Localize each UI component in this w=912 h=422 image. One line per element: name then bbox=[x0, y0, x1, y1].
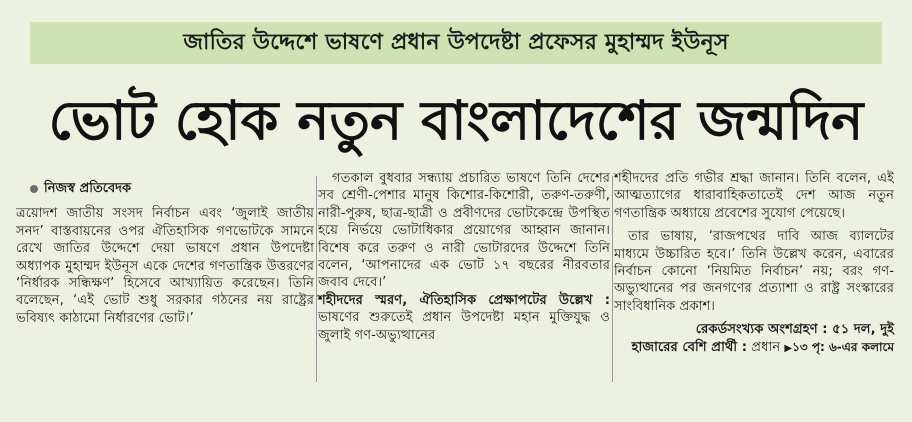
column-1 bbox=[16, 180, 314, 327]
column-divider bbox=[612, 176, 613, 382]
byline bbox=[16, 180, 314, 197]
byline-text: নিজস্ব প্রতিবেদক bbox=[44, 181, 132, 196]
column-3-paragraph-2: তার ভাষায়, ‘রাজপথের দাবি আজ ব্যালটের মাধ্যমে উচ্চারিত হবে।’ তিনি উল্লেখ করেন, এবারের নির্বাচন কোনো ‘নিয়মিত নির্বাচন’ নয়; বরং গণ-অভ্যুত্থানের পর জনগণের প্রত্যাশা ও রাষ্ট্র সংস্কারের সাংবিধানিক প্রকাশ। bbox=[614, 229, 894, 314]
column-1-paragraph: ত্রয়োদশ জাতীয় সংসদ নির্বাচন এবং ‘জুলাই জাতীয় সনদ’ বাস্তবায়নের ওপর ঐতিহাসিক গণভোটকে সামনে রেখে জাতির উদ্দেশে দেয়া ভাষণে প্রধান উপদেষ্টা অধ্যাপক মুহাম্মদ ইউনূস একে দেশের গণতান্ত্রিক উত্তরণের ‘নির্ধারক সন্ধিক্ষণ’ হিসেবে আখ্যায়িত করেছেন। তিনি বলেছেন, ‘এই ভোট শুধু সরকার গঠনের নয় রাষ্ট্রের ভবিষ্যৎ কাঠামো নির্ধারণের ভোট।’ bbox=[16, 206, 314, 326]
kicker-text: জাতির উদ্দেশে ভাষণে প্রধান উপদেষ্টা প্রফেসর মুহাম্মদ ইউনূস bbox=[183, 29, 729, 55]
jump-link[interactable]: ১৩ পৃ: ৬-এর কলামে bbox=[792, 339, 894, 354]
column-divider bbox=[316, 176, 317, 382]
arrow-icon: ▶ bbox=[784, 342, 793, 354]
teaser-cont: প্রধান bbox=[747, 339, 781, 355]
column-2 bbox=[318, 170, 610, 344]
column-3 bbox=[614, 170, 894, 357]
column-3-paragraph: শহীদদের প্রতি গভীর শ্রদ্ধা জানান। তিনি বলেন, এই আত্মত্যাগের ধারাবাহিকতাতেই দেশ আজ নতুন গণতান্ত্রিক অধ্যায়ে প্রবেশের সুযোগ পেয়েছে। bbox=[614, 171, 894, 221]
column-2-paragraph: গতকাল বুধবার সন্ধ্যায় প্রচারিত ভাষণে তিনি দেশের সব শ্রেণী-পেশার মানুষ কিশোর-কিশোরী, তরুণ-তরুণী, নারী-পুরুষ, ছাত্র-ছাত্রী ও প্রবীণদের ভোটকেন্দ্রে উপস্থিত হয়ে নির্ভয়ে ভোটাধিকার প্রয়োগের আহ্বান জানান। বিশেষ করে তরুণ ও নারী ভোটারদের উদ্দেশে তিনি বলেন, ‘আপনাদের এক ভোট ১৭ বছরের নীরবতার জবাব দেবে।’ bbox=[318, 171, 610, 291]
headline-text: ভোট হোক নতুন বাংলাদেশের জন্মদিন bbox=[48, 89, 864, 152]
headline bbox=[20, 82, 892, 160]
column-2-subsection bbox=[318, 292, 610, 344]
bullet-icon bbox=[30, 185, 38, 193]
column-2-paragraph-2: ভাষণের শুরুতেই প্রধান উপদেষ্টা মহান মুক্তিযুদ্ধ ও জুলাই গণ-অভ্যুত্থানের bbox=[318, 310, 610, 343]
teaser-bold: হাজারের বেশি প্রার্থী : bbox=[631, 339, 748, 355]
teaser-line-2 bbox=[614, 339, 894, 357]
kicker-banner bbox=[30, 22, 882, 64]
subhead: শহীদদের স্মরণ, ঐতিহাসিক প্রেক্ষাপটের উল্লেখ : bbox=[318, 292, 610, 308]
teaser-line-1: রেকর্ডসংখ্যক অংশগ্রহণ : ৫১ দল, দুই bbox=[695, 322, 894, 338]
